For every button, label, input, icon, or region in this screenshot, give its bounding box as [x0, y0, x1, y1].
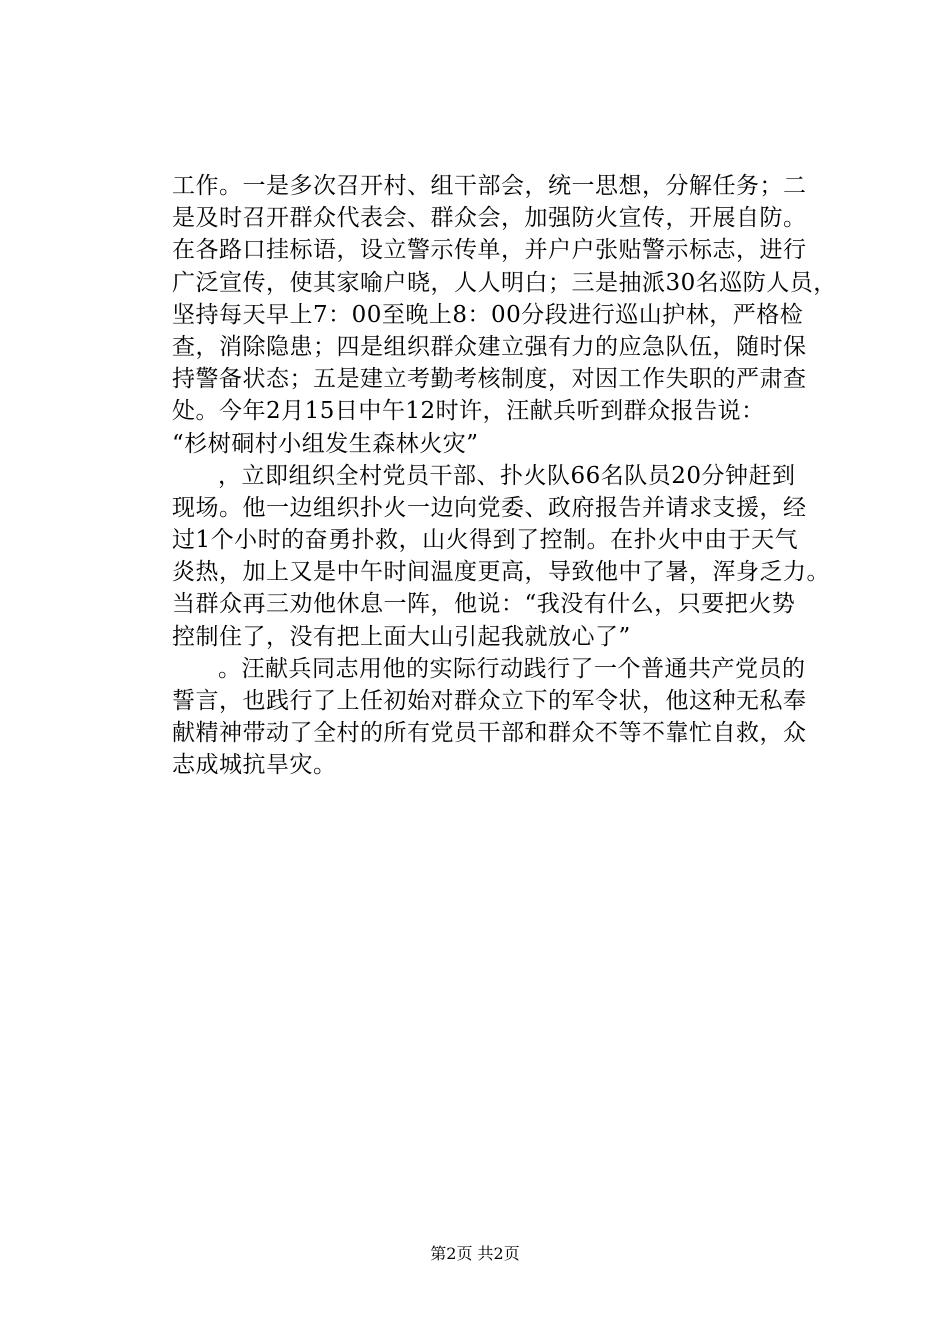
text-line: 持警备状态；五是建立考勤考核制度，对因工作失职的严肃查: [172, 366, 807, 393]
text-line: 处。今年2月15日中午12时许，汪献兵听到群众报告说：: [172, 398, 765, 425]
text-line: 献精神带动了全村的所有党员干部和群众不等不靠忙自救，众: [172, 720, 807, 747]
text-line: ，立即组织全村党员干部、扑火队66名队员20分钟赶到: [218, 462, 796, 489]
document-body: [172, 170, 837, 782]
text-line: 广泛宣传，使其家喻户晓，人人明白；三是抽派30名巡防人员，: [172, 269, 837, 296]
text-line: 。汪献兵同志用他的实际行动践行了一个普通共产党员的: [218, 655, 806, 682]
text-line: 查，消除隐患；四是组织群众建立强有力的应急队伍，随时保: [172, 333, 807, 360]
text-line: 过1个小时的奋勇扑救，山火得到了控制。在扑火中由于天气: [172, 527, 799, 554]
text-line: 坚持每天早上7：00至晚上8：00分段进行巡山护林，严格检: [172, 301, 804, 328]
text-line: 当群众再三劝他休息一阵，他说：“我没有什么，只要把火势: [172, 591, 796, 618]
text-line: 誓言，也践行了上任初始对群众立下的军令状，他这种无私奉: [172, 688, 807, 714]
text-line: 现场。他一边组织扑火一边向党委、政府报告并请求支援，经: [172, 494, 807, 521]
text-line: 是及时召开群众代表会、群众会，加强防火宣传，开展自防。: [172, 205, 807, 232]
text-line: 志成城抗旱灾。: [172, 752, 337, 779]
text-line: 工作。一是多次召开村、组干部会，统一思想，分解任务；二: [172, 173, 807, 199]
text-line: 控制住了，没有把上面大山引起我就放心了”: [172, 623, 631, 650]
text-line: 炎热，加上又是中午时间温度更高，导致他中了暑，浑身乏力。: [172, 559, 830, 586]
page-number-footer: 第2页 共2页: [430, 1244, 520, 1263]
text-line: “杉树硐村小组发生森林火灾”: [172, 430, 479, 457]
text-line: 在各路口挂标语，设立警示传单，并户户张贴警示标志，进行: [172, 237, 807, 264]
